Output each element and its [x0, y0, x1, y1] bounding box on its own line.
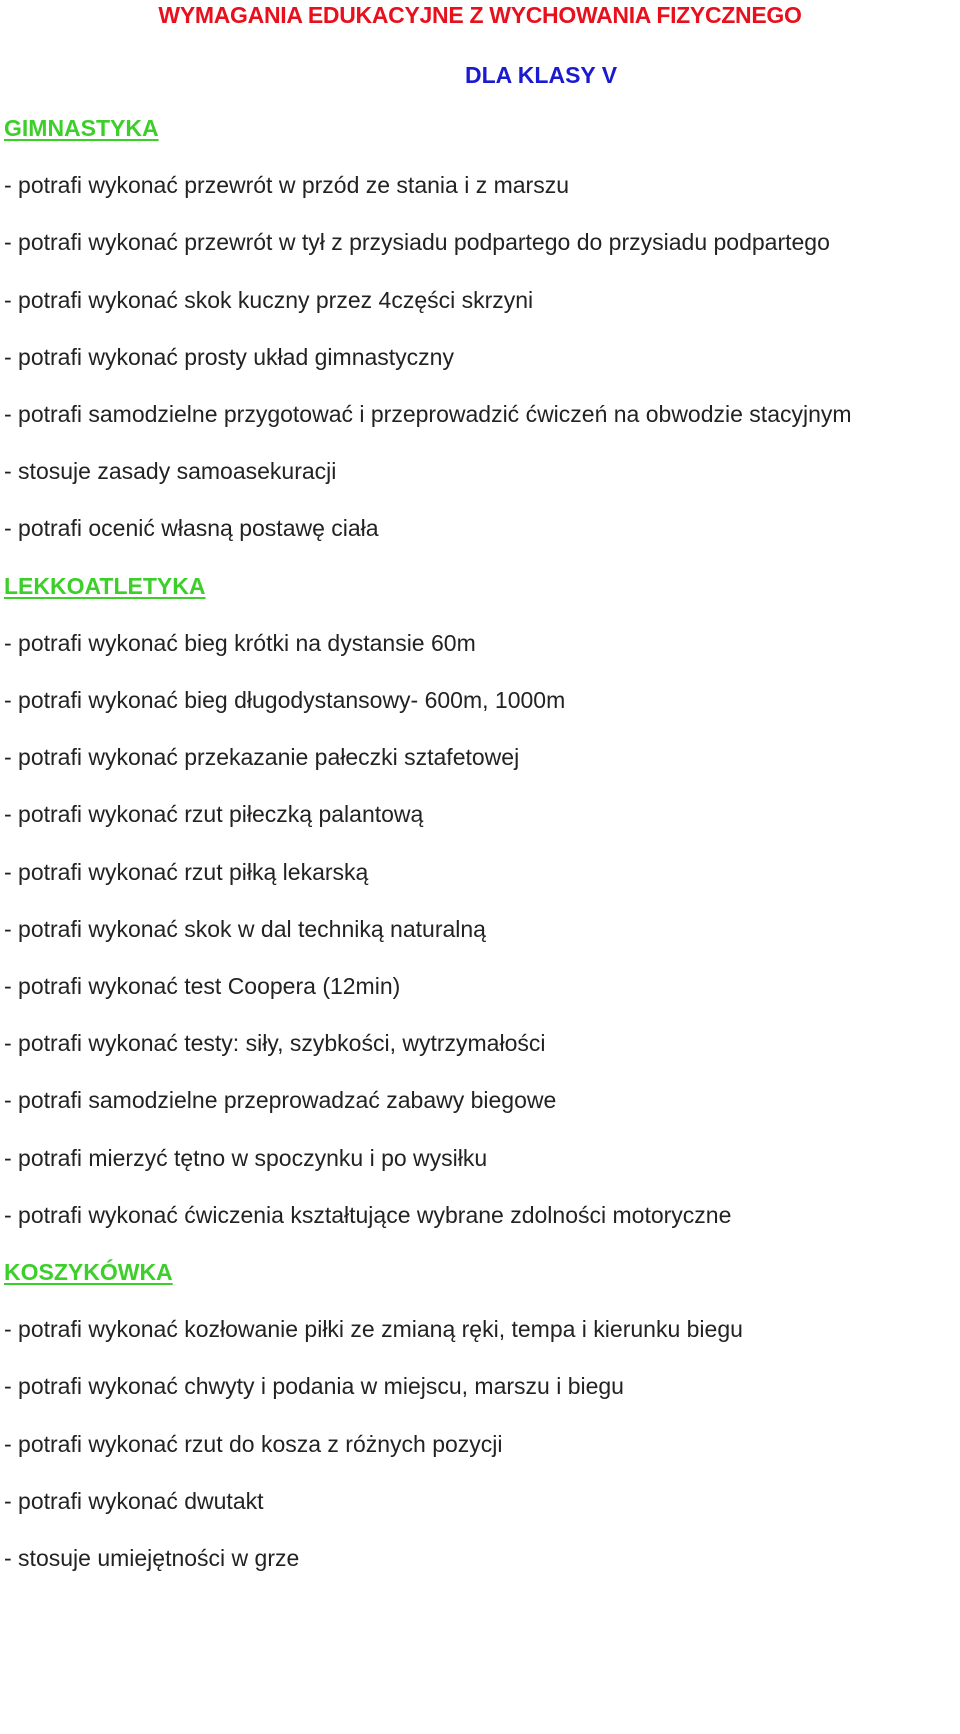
list-item: - potrafi wykonać przekazanie pałeczki sztafetowej: [4, 744, 520, 771]
list-item: - potrafi wykonać rzut piłką lekarską: [4, 858, 369, 885]
list-item: - potrafi wykonać test Coopera (12min): [4, 973, 401, 999]
list-item: - potrafi wykonać skok kuczny przez 4części skrzyni: [4, 286, 534, 313]
list-item: - potrafi wykonać prosty układ gimnastyczny: [4, 343, 454, 370]
list-item: - potrafi wykonać skok w dal techniką naturalną: [4, 915, 486, 942]
list-item: - stosuje umiejętności w grze: [4, 1545, 300, 1571]
list-item: - potrafi wykonać testy: siły, szybkości, wytrzymałości: [4, 1030, 546, 1057]
list-item: - potrafi wykonać przewrót w przód ze stania i z marszu: [4, 172, 569, 199]
list-item: - potrafi wykonać dwutakt: [4, 1487, 264, 1514]
list-item: - potrafi samodzielne przygotować i przeprowadzić ćwiczeń na obwodzie stacyjnym: [4, 401, 852, 427]
list-item: - potrafi wykonać chwyty i podania w miejscu, marszu i biegu: [4, 1373, 624, 1400]
list-item: - potrafi wykonać rzut piłeczką palantową: [4, 801, 424, 828]
document-title: WYMAGANIA EDUKACYJNE Z WYCHOWANIA FIZYCZNEGO: [158, 2, 802, 28]
section-heading: LEKKOATLETYKA: [4, 572, 206, 599]
list-item: - potrafi samodzielne przeprowadzać zabawy biegowe: [4, 1087, 557, 1114]
list-item: - potrafi wykonać bieg długodystansowy- 600m, 1000m: [4, 687, 566, 713]
section-heading: GIMNASTYKA: [4, 115, 159, 141]
list-item: - potrafi mierzyć tętno w spoczynku i po wysiłku: [4, 1144, 488, 1171]
list-item: - stosuje zasady samoasekuracji: [4, 458, 337, 485]
list-item: - potrafi wykonać przewrót w tył z przysiadu podpartego do przysiadu podpartego: [4, 229, 830, 256]
section-heading: KOSZYKÓWKA: [4, 1259, 173, 1285]
document-subtitle: DLA KLASY V: [465, 62, 618, 88]
list-item: - potrafi ocenić własną postawę ciała: [4, 515, 379, 542]
list-item: - potrafi wykonać bieg krótki na dystansie 60m: [4, 629, 476, 656]
list-item: - potrafi wykonać kozłowanie piłki ze zmianą ręki, tempa i kierunku biegu: [4, 1316, 743, 1343]
list-item: - potrafi wykonać ćwiczenia kształtujące wybrane zdolności motoryczne: [4, 1201, 732, 1228]
list-item: - potrafi wykonać rzut do kosza z różnych pozycji: [4, 1430, 503, 1457]
